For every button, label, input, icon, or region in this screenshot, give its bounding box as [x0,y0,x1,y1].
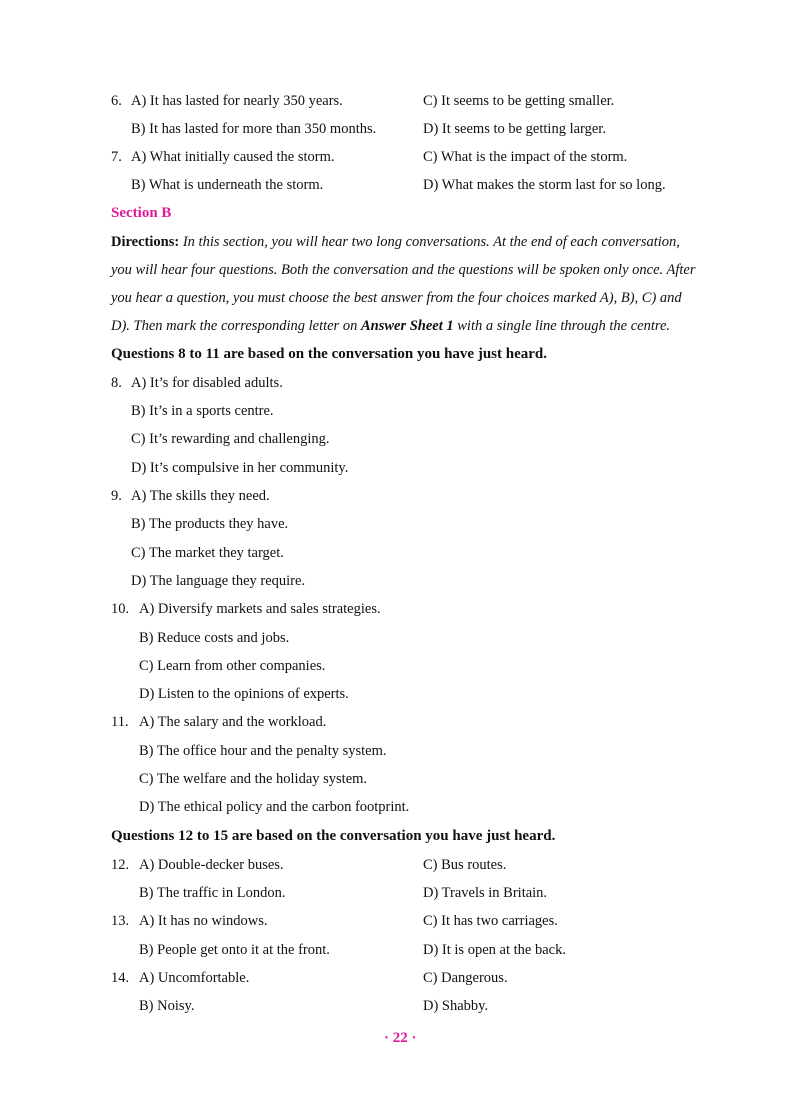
q8-option-b: B) It’s in a sports centre. [131,403,274,419]
q10-option-c: C) Learn from other companies. [139,658,326,674]
directions-label: Directions [111,234,175,250]
q13-option-b: B) People get onto it at the front. [139,942,330,958]
q8-option-a: A) It’s for disabled adults. [131,375,283,391]
q9-option-d: D) The language they require. [131,573,306,589]
q9-option-b: B) The products they have. [131,516,289,532]
group-2-heading: Questions 12 to 15 are based on the conversation you have just heard. [111,828,556,844]
q6-option-d: D) It seems to be getting larger. [423,121,606,137]
q7-number: 7. [111,149,122,165]
q12-option-b: B) The traffic in London. [139,885,286,901]
q12-option-a: A) Double-decker buses. [139,857,284,873]
q12-option-c: C) Bus routes. [423,857,507,873]
q14-option-d: D) Shabby. [423,998,489,1014]
q11-number: 11. [111,714,129,730]
page-number: · 22 · [384,1030,417,1046]
q9-number: 9. [111,488,122,504]
q13-option-d: D) It is open at the back. [423,942,566,958]
directions-line-1 [111,232,680,252]
q9-option-a: A) The skills they need. [131,488,270,504]
q10-option-b: B) Reduce costs and jobs. [139,630,290,646]
directions-colon: : [174,234,180,250]
q11-option-b: B) The office hour and the penalty system. [139,743,387,759]
q13-number: 13. [111,913,130,929]
q14-number: 14. [111,970,130,986]
q6-number: 6. [111,93,122,109]
group-1-heading: Questions 8 to 11 are based on the conversation you have just heard. [111,346,547,362]
q8-option-d: D) It’s compulsive in her community. [131,460,349,476]
q7-option-a: A) What initially caused the storm. [131,149,335,165]
q14-option-b: B) Noisy. [139,998,195,1014]
q8-option-c: C) It’s rewarding and challenging. [131,431,330,447]
q13-option-a: A) It has no windows. [139,913,268,929]
directions-text-1: In this section, you will hear two long conversations. At the end of each conversation, [182,234,680,250]
q8-number: 8. [111,375,122,391]
q10-number: 10. [111,601,130,617]
q10-option-d: D) Listen to the opinions of experts. [139,686,349,702]
q10-option-a: A) Diversify markets and sales strategies. [139,601,381,617]
q6-option-b: B) It has lasted for more than 350 months. [131,121,377,137]
q11-option-a: A) The salary and the workload. [139,714,327,730]
q13-option-c: C) It has two carriages. [423,913,558,929]
q11-option-c: C) The welfare and the holiday system. [139,771,368,787]
directions-line-2: you will hear four questions. Both the conversation and the questions will be spoken only once. After [111,262,696,278]
directions-line-3: you hear a question, you must choose the best answer from the four choices marked A), B), C) and [111,290,682,306]
q14-option-a: A) Uncomfortable. [139,970,250,986]
q14-option-c: C) Dangerous. [423,970,508,986]
q7-option-b: B) What is underneath the storm. [131,177,324,193]
section-b-title: Section B [111,205,172,221]
q12-option-d: D) Travels in Britain. [423,885,548,901]
q9-option-c: C) The market they target. [131,545,284,561]
q6-option-a: A) It has lasted for nearly 350 years. [131,93,343,109]
answer-sheet-label: Answer Sheet 1 [360,318,454,334]
directions-text-4b: with a single line through the centre. [457,318,671,334]
directions-line-4 [111,316,670,336]
q7-option-d: D) What makes the storm last for so long. [423,177,666,193]
directions-text-4a: D). Then mark the corresponding letter on [111,318,358,334]
q7-option-c: C) What is the impact of the storm. [423,149,628,165]
q11-option-d: D) The ethical policy and the carbon footprint. [139,799,410,815]
q12-number: 12. [111,857,130,873]
q6-option-c: C) It seems to be getting smaller. [423,93,615,109]
